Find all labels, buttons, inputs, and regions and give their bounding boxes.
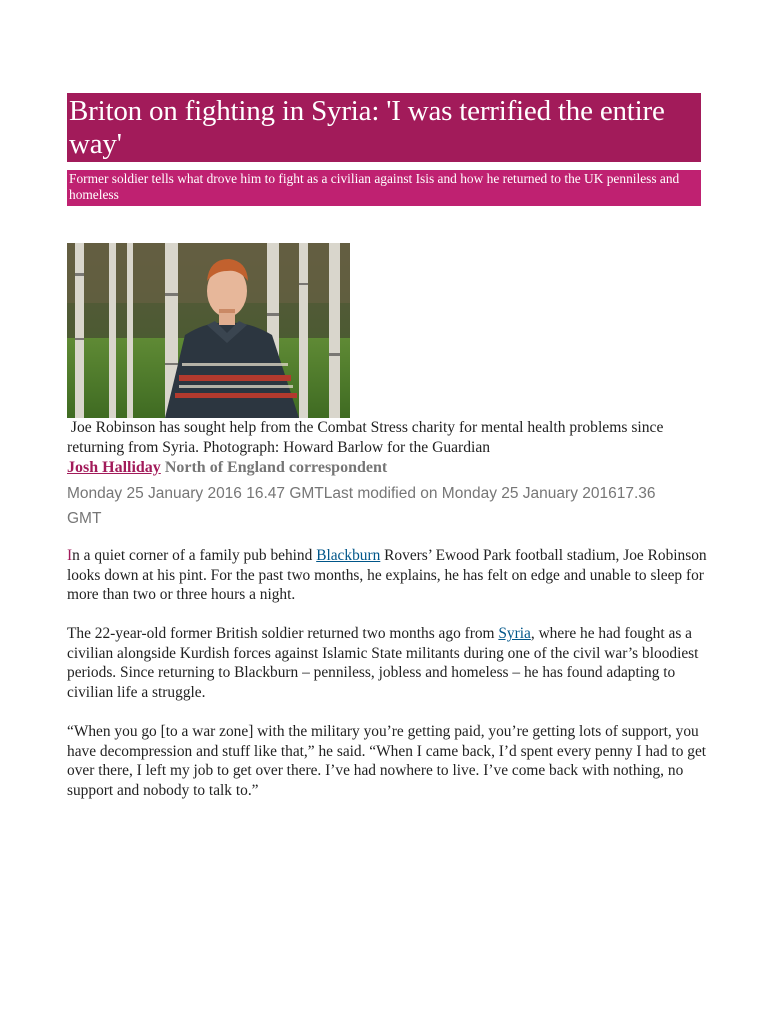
paragraph-text: , where he had fought as a civilian alongside Kurdish forces against Islamic State militants during one of the civil war’s bloodiest periods. Since returning to Blackburn – penniless, jobless and homeless – he has found adapting to civilian life a struggle. — [67, 625, 699, 701]
blackburn-link[interactable]: Blackburn — [316, 547, 381, 564]
photo-caption: Joe Robinson has sought help from the Combat Stress charity for mental health problems since returning from Syria. Photograph: Howard Barlow for the Guardian — [67, 419, 668, 456]
body-paragraph — [67, 624, 707, 702]
article-headline: Briton on fighting in Syria: 'I was terrified the entire way' — [67, 93, 701, 162]
publication-date: Monday 25 January 2016 16.47 GMTLast modified on Monday 25 January 201617.36 GMT — [67, 485, 656, 527]
paragraph-text: Rovers’ Ewood Park football stadium, Joe Robinson looks down at his pint. For the past two months, he explains, he has felt on edge and unable to sleep for more than two or three hours a night. — [67, 547, 707, 603]
article-photo — [67, 243, 350, 418]
author-link[interactable]: Josh Halliday — [67, 459, 161, 476]
drop-cap: I — [67, 547, 73, 564]
paragraph-text: n a quiet corner of a family pub behind — [72, 547, 317, 564]
paragraph-text: The 22-year-old former British soldier returned two months ago from — [67, 625, 499, 642]
author-role: North of England correspondent — [164, 459, 388, 476]
body-paragraph — [67, 546, 707, 605]
body-paragraph: “When you go [to a war zone] with the military you’re getting paid, you’re getting lots of support, you have decompression and stuff like that,” he said. “When I came back, I’d spent every penny I had to get over there, I left my job to get over there. I’ve had nowhere to live. I’ve come back with nothing, no support and nobody to talk to.” — [67, 723, 707, 799]
article-standfirst: Former soldier tells what drove him to fight as a civilian against Isis and how he returned to the UK penniless and homeless — [67, 170, 701, 206]
byline — [67, 457, 707, 479]
syria-link[interactable]: Syria — [498, 625, 531, 642]
